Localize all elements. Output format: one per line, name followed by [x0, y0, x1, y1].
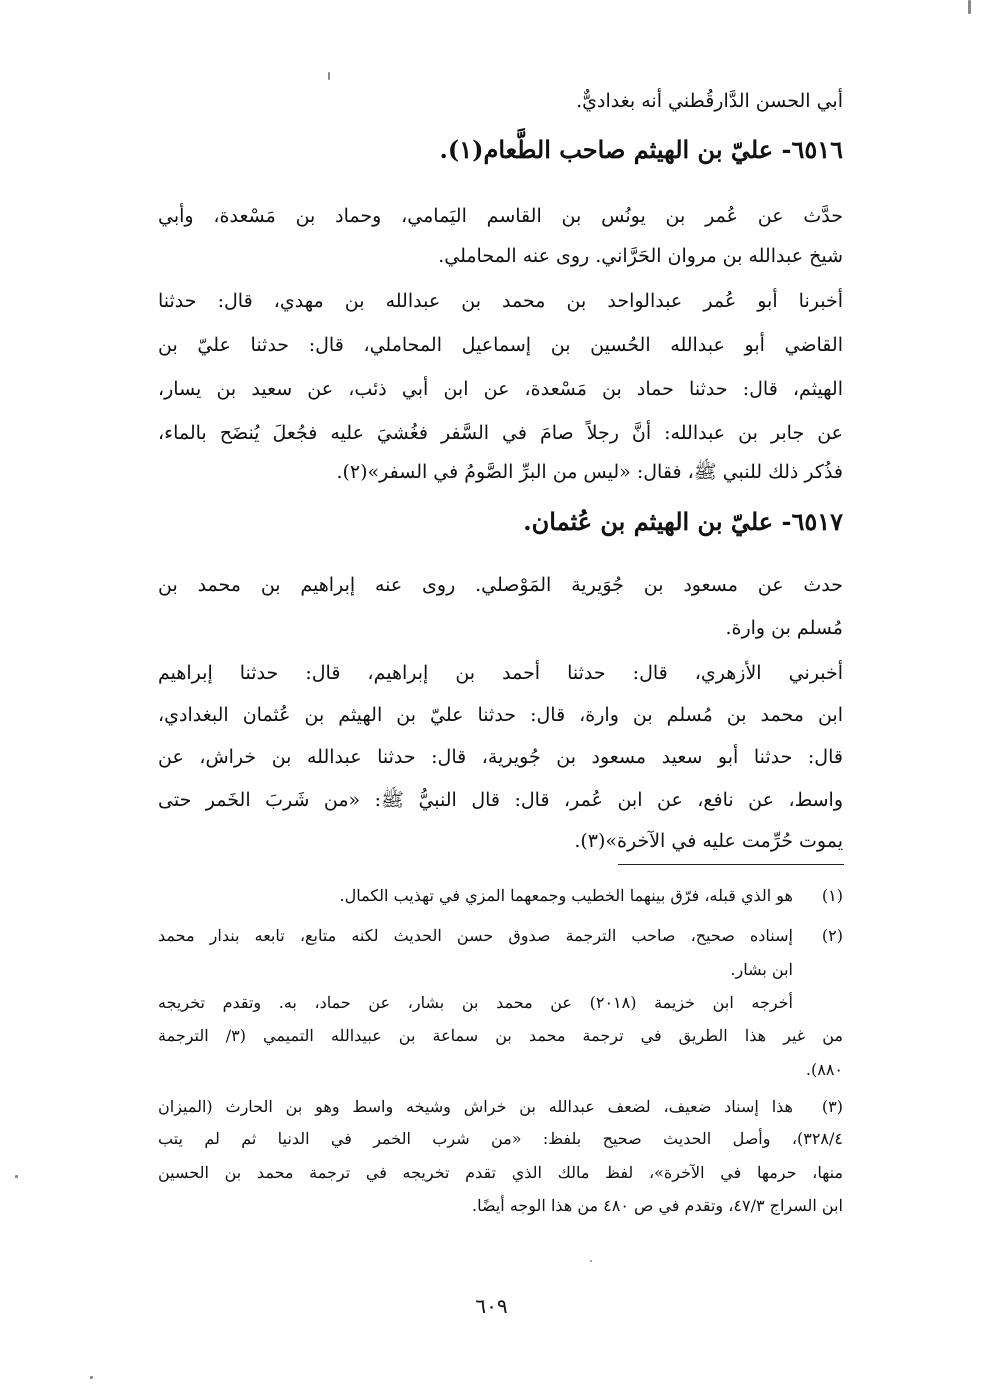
scan-speck: [90, 1376, 93, 1379]
text-line: الهيثم، قال: حدثنا حماد بن مَسْعدة، عن ابن أبي ذئب، عن سعيد بن يسار،: [158, 378, 843, 400]
footnote-separator: [618, 864, 844, 865]
text-line: حدث عن مسعود بن جُوَيرية المَوْصلي. روى عنه إبراهيم بن محمد بن: [158, 574, 843, 596]
text-line: مُسلم بن وارة.: [725, 617, 843, 639]
scan-speck: [15, 1175, 18, 1178]
scan-speck: [590, 1260, 592, 1262]
footnote-line: منها، حرمها في الآخرة»، لفظ مالك الذي تقدم تخريجه في ترجمة محمد بن الحسين: [158, 1163, 843, 1182]
text-line: عن جابر بن عبدالله: أنَّ رجلاً صامَ في السَّفر فغُشيَ عليه فجُعلَ يُنضَح بالماء،: [158, 422, 843, 444]
footnote-number: (١): [821, 886, 843, 905]
text-line: واسط، عن نافع، عن ابن عُمر، قال: قال النبيُّ ﷺ: «من شَربَ الخَمر حتى: [158, 789, 843, 811]
footnote-number: (٢): [821, 926, 843, 945]
footnote-line: هذا إسناد ضعيف، لضعف عبدالله بن خراش وشيخه واسط وهو بن الحارث (الميزان: [158, 1097, 793, 1116]
text-line: أخبرنا أبو عُمر عبدالواحد بن محمد بن عبدالله بن مهدي، قال: حدثنا: [158, 290, 843, 312]
text-line: شيخ عبدالله بن مروان الحَرَّاني. روى عنه المحاملي.: [438, 245, 843, 267]
footnote-line: من غير هذا الطريق في ترجمة محمد بن سماعة بن عبيدالله التميمي (٣/ الترجمة: [158, 1026, 843, 1045]
text-line: حدَّث عن عُمر بن يونُس بن القاسم اليَمامي، وحماد بن مَسْعدة، وأبي: [158, 205, 843, 227]
text-line: ابن محمد بن مُسلم بن وارة، قال: حدثنا عليّ بن الهيثم بن عُثمان البغدادي،: [158, 704, 843, 726]
scan-speck: [968, 0, 971, 14]
footnote-line: ٨٨٠).: [805, 1060, 843, 1079]
text-line: القاضي أبو عبدالله الحُسين بن إسماعيل المحاملي، قال: حدثنا عليّ بن: [158, 334, 843, 356]
text-line: فذُكر ذلك للنبي ﷺ، فقال: «ليس من البرِّ الصَّومُ في السفر»(٢).: [336, 461, 843, 483]
page-number: ٦٠٩: [475, 1294, 508, 1318]
text-line: أخبرني الأزهري، قال: حدثنا أحمد بن إبراهيم، قال: حدثنا إبراهيم: [158, 662, 843, 684]
text-line: قال: حدثنا أبو سعيد مسعود بن جُويرية، قال: حدثنا عبدالله بن خراش، عن: [158, 746, 843, 768]
footnote-line: ابن بشار.: [730, 960, 793, 979]
entry-heading: ٦٥١٦- عليّ بن الهيثم صاحب الطَّعام(١).: [439, 135, 843, 164]
footnote-number: (٣): [821, 1097, 843, 1116]
footnote-line: ٣٢٨/٤)، وأصل الحديث صحيح بلفظ: «من شرب الخمر في الدنيا ثم لم يتب: [158, 1129, 843, 1148]
text-line: أبي الحسن الدَّارقُطني أنه بغداديٌّ.: [576, 90, 843, 112]
footnote-line: ابن السراج ٤٧/٣، وتقدم في ص ٤٨٠ من هذا الوجه أيضًا.: [472, 1196, 843, 1215]
footnote-line: أخرجه ابن خزيمة (٢٠١٨) عن محمد بن بشار، عن حماد، به. وتقدم تخريجه: [158, 993, 794, 1012]
footnote-line: إسناده صحيح، صاحب الترجمة صدوق حسن الحديث لكنه متابع، تابعه بندار محمد: [158, 926, 793, 945]
text-line: يموت حُرِّمت عليه في الآخرة»(٣).: [574, 830, 843, 852]
entry-heading: ٦٥١٧- عليّ بن الهيثم بن عُثمان.: [523, 507, 843, 536]
scan-speck: [328, 72, 330, 80]
footnote-line: هو الذي قبله، فرّق بينهما الخطيب وجمعهما المزي في تهذيب الكمال.: [339, 886, 793, 905]
